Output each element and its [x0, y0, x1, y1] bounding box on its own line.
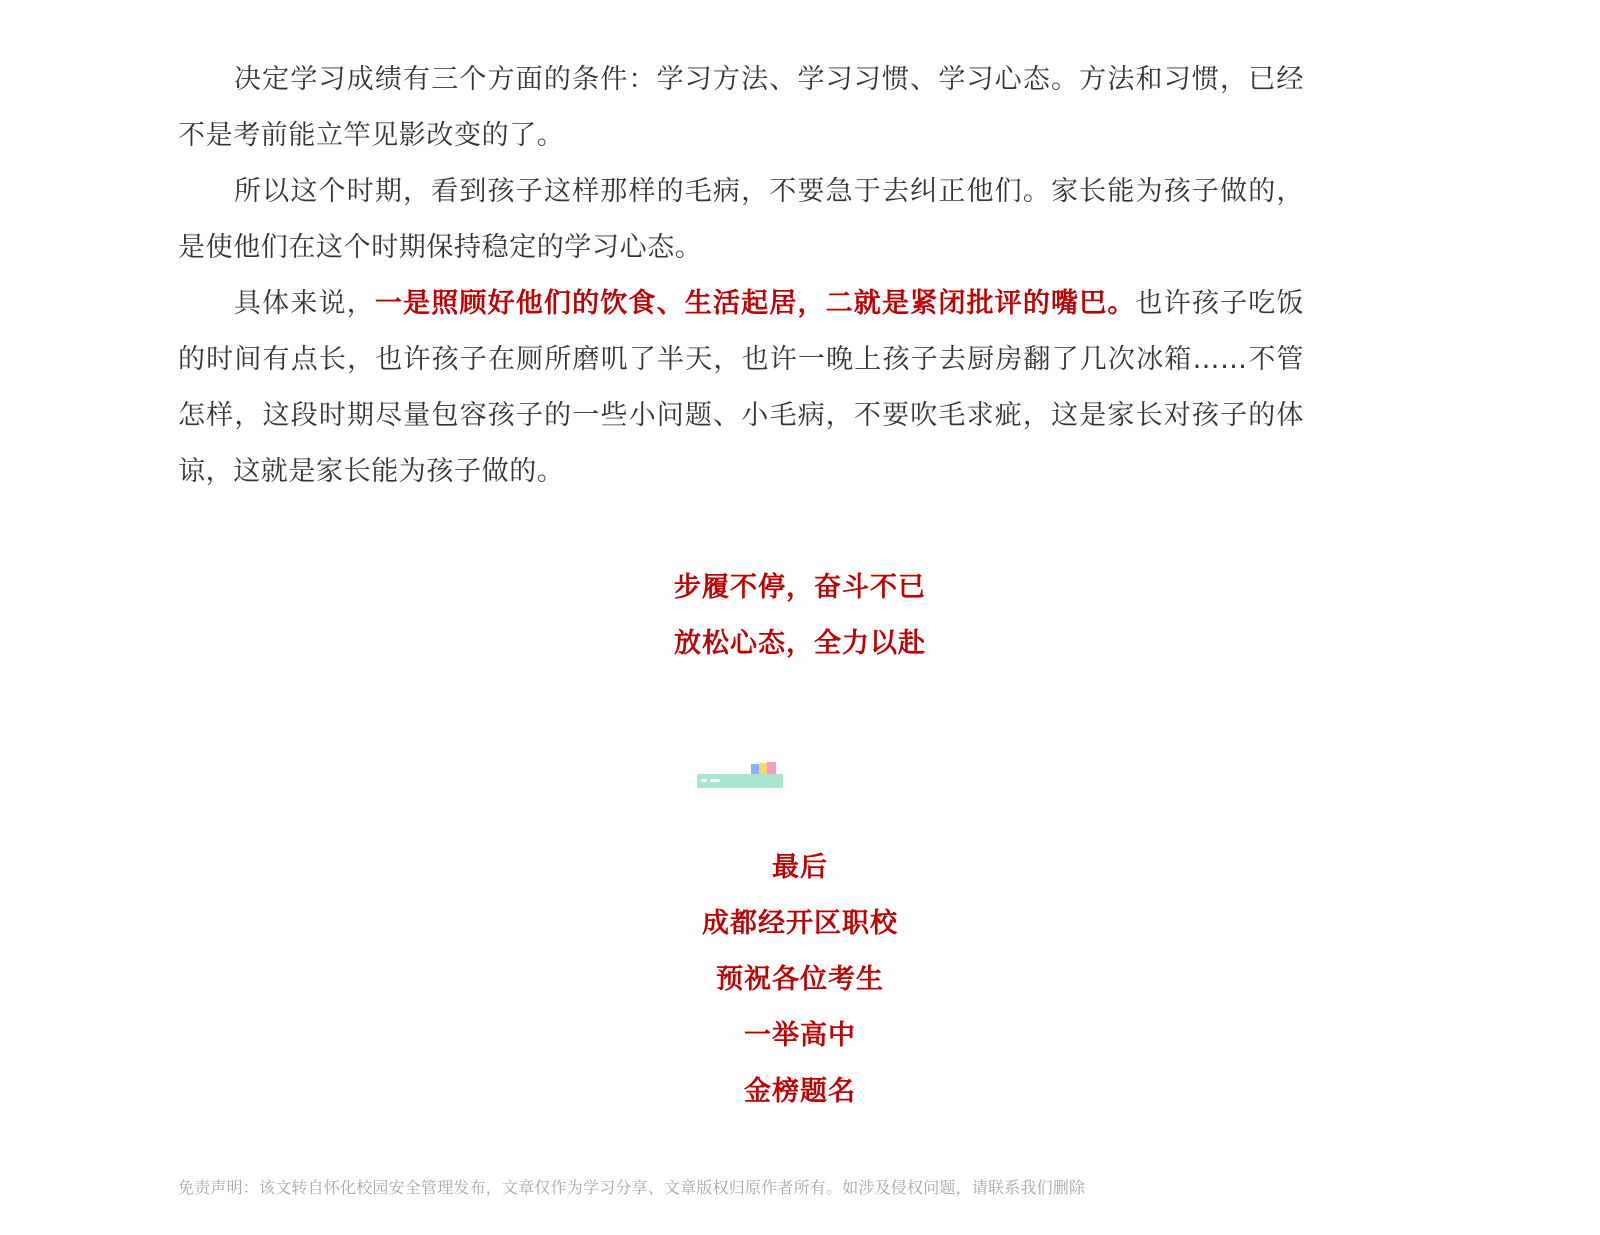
article-body: [178, 52, 1304, 500]
paragraph-lead-text: 具体来说，: [234, 288, 375, 319]
paragraph-rest-text: 也许孩子吃饭的时间有点长，也许孩子在厕所磨叽了半天，也许一晚上孩子去厨房翻了几次冰箱……不管怎样，这段时期尽量包容孩子的一些小问题、小毛病，不要吹毛求疵，这是家长对孩子的体谅，这就是家长能为孩子做的。: [178, 288, 1305, 487]
divider-bar: [697, 774, 783, 788]
closing-line: 金榜题名: [744, 1076, 856, 1107]
paragraph-parent-role: 所以这个时期，看到孩子这样那样的毛病，不要急于去纠正他们。家长能为孩子做的，是使他们在这个时期保持稳定的学习心态。: [178, 176, 1304, 263]
closing-wishes: [0, 840, 1600, 1120]
closing-line: 一举高中: [744, 1020, 856, 1051]
divider-bar-mark-1: [701, 779, 707, 782]
closing-line: 成都经开区职校: [702, 908, 898, 939]
divider-block-yellow: [759, 763, 767, 774]
motto-line-1: 步履不停，奋斗不已: [674, 572, 926, 603]
divider-block-pink: [767, 762, 776, 774]
closing-line: 最后: [772, 852, 828, 883]
paragraph-specific-advice: [178, 276, 1304, 500]
closing-line: 预祝各位考生: [716, 964, 884, 995]
motto-block: [0, 560, 1600, 672]
paragraph-study-conditions: 决定学习成绩有三个方面的条件：学习方法、学习习惯、学习心态。方法和习惯，已经不是考前能立竿见影改变的了。: [178, 64, 1304, 151]
divider-bar-mark-2: [710, 779, 720, 782]
divider-block-blue: [751, 764, 759, 774]
ruler-blocks-icon: [697, 762, 787, 792]
emphasized-advice: 一是照顾好他们的饮食、生活起居，二就是紧闭批评的嘴巴。: [374, 288, 1136, 319]
motto-line-2: 放松心态，全力以赴: [674, 628, 926, 659]
disclaimer-text: 免责声明：该文转自怀化校园安全管理发布，文章仅作为学习分享、文章版权归原作者所有。如涉及侵权问题，请联系我们删除: [178, 1178, 1086, 1197]
